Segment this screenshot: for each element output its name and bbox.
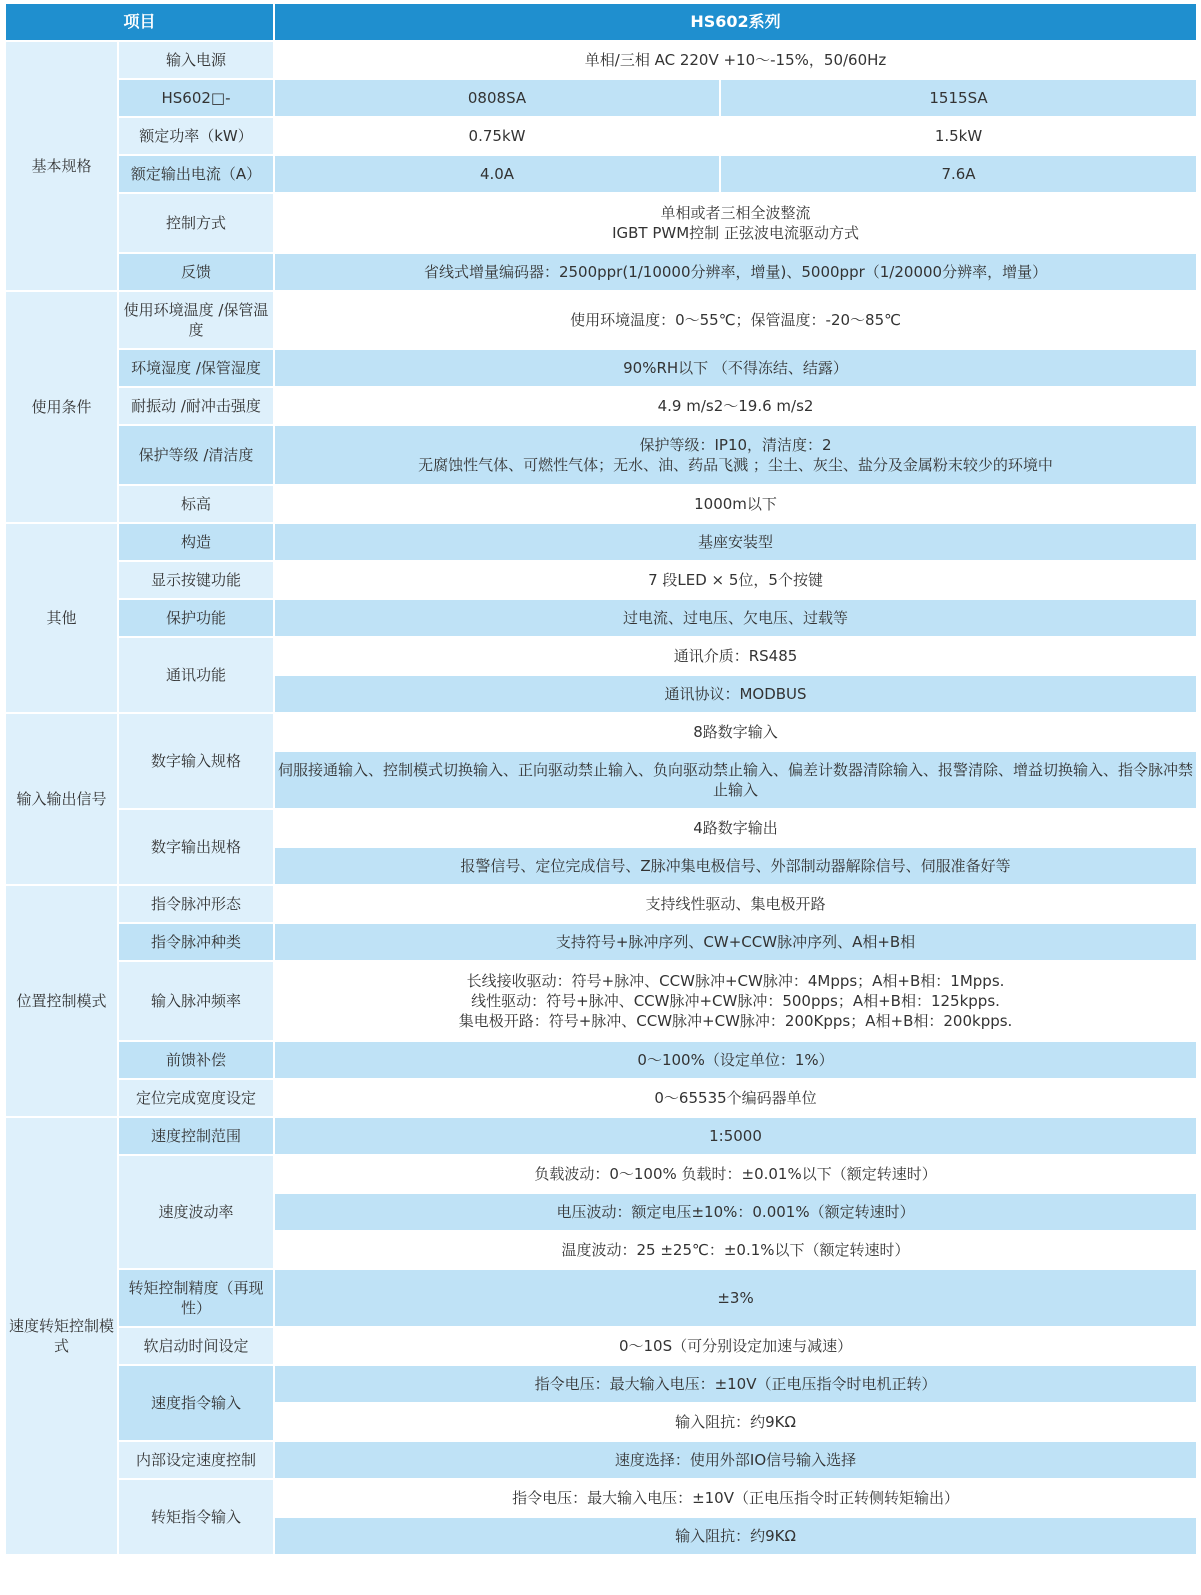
row-label: 通讯功能 xyxy=(118,637,274,713)
table-row xyxy=(5,1117,1197,1155)
row-value xyxy=(274,425,1197,485)
pulse-freq-line-2: 线性驱动：符号+脉冲、CCW脉冲+CW脉冲：500pps；A相+B相：125kpps. xyxy=(471,992,1000,1010)
table-row xyxy=(5,637,1197,675)
row-value: 1000m以下 xyxy=(274,485,1197,523)
group-position: 位置控制模式 xyxy=(5,885,118,1117)
row-value: 8路数字输入 xyxy=(274,713,1197,751)
row-value: 使用环境温度：0～55℃；保管温度：-20～85℃ xyxy=(274,291,1197,349)
spec-table xyxy=(4,2,1198,1556)
table-row xyxy=(5,1479,1197,1517)
row-label: 耐振动 /耐冲击强度 xyxy=(118,387,274,425)
row-label: 前馈补偿 xyxy=(118,1041,274,1079)
table-row xyxy=(5,923,1197,961)
row-label: 指令脉冲形态 xyxy=(118,885,274,923)
row-value: 基座安装型 xyxy=(274,523,1197,561)
row-value: 电压波动：额定电压±10%：0.001%（额定转速时） xyxy=(274,1193,1197,1231)
table-row xyxy=(5,253,1197,291)
row-label: 控制方式 xyxy=(118,193,274,253)
protection-line-1: 保护等级：IP10，清洁度：2 xyxy=(639,436,832,454)
row-label: 输入脉冲频率 xyxy=(118,961,274,1041)
row-value: 通讯协议：MODBUS xyxy=(274,675,1197,713)
row-value: 指令电压：最大输入电压：±10V（正电压指令时正转侧转矩输出） xyxy=(274,1479,1197,1517)
row-label: 环境湿度 /保管湿度 xyxy=(118,349,274,387)
row-value: 输入阻抗：约9KΩ xyxy=(274,1403,1197,1441)
table-row xyxy=(5,41,1197,79)
row-value: 过电流、过电压、欠电压、过载等 xyxy=(274,599,1197,637)
row-label: 软启动时间设定 xyxy=(118,1327,274,1365)
row-value: 温度波动：25 ±25℃：±0.1%以下（额定转速时） xyxy=(274,1231,1197,1269)
group-conditions: 使用条件 xyxy=(5,291,118,523)
row-label: 数字输出规格 xyxy=(118,809,274,885)
pulse-freq-line-3: 集电极开路：符号+脉冲、CCW脉冲+CW脉冲：200Kpps；A相+B相：200kpps. xyxy=(458,1012,1013,1030)
table-row xyxy=(5,349,1197,387)
row-label: 保护等级 /清洁度 xyxy=(118,425,274,485)
row-label: 输入电源 xyxy=(118,41,274,79)
row-label: HS602□- xyxy=(118,79,274,117)
row-value xyxy=(274,193,1197,253)
protection-line-2: 无腐蚀性气体、可燃性气体；无水、油、药品飞溅 ；尘土、灰尘、盐分及金属粉末较少的环境中 xyxy=(418,456,1053,474)
row-label: 额定功率（kW） xyxy=(118,117,274,155)
row-label: 转矩指令输入 xyxy=(118,1479,274,1555)
row-value: 1.5kW xyxy=(720,117,1197,155)
row-label: 速度波动率 xyxy=(118,1155,274,1269)
row-value: 4.9 m/s2～19.6 m/s2 xyxy=(274,387,1197,425)
row-label: 数字输入规格 xyxy=(118,713,274,809)
row-value xyxy=(274,961,1197,1041)
table-row xyxy=(5,599,1197,637)
row-value: 0808SA xyxy=(274,79,720,117)
row-label: 速度控制范围 xyxy=(118,1117,274,1155)
group-speed: 速度转矩控制模式 xyxy=(5,1117,118,1555)
row-label: 指令脉冲种类 xyxy=(118,923,274,961)
control-line-2: IGBT PWM控制 正弦波电流驱动方式 xyxy=(612,224,859,242)
row-label: 保护功能 xyxy=(118,599,274,637)
table-row xyxy=(5,809,1197,847)
row-value: 支持线性驱动、集电极开路 xyxy=(274,885,1197,923)
table-row xyxy=(5,1041,1197,1079)
pulse-freq-line-1: 长线接收驱动：符号+脉冲、CCW脉冲+CW脉冲：4Mpps；A相+B相：1Mpps. xyxy=(466,972,1005,990)
table-row xyxy=(5,1269,1197,1327)
table-row xyxy=(5,561,1197,599)
row-label: 定位完成宽度设定 xyxy=(118,1079,274,1117)
row-value: 90%RH以下 （不得冻结、结露） xyxy=(274,349,1197,387)
row-value: 通讯介质：RS485 xyxy=(274,637,1197,675)
table-row xyxy=(5,79,1197,117)
row-value: 7.6A xyxy=(720,155,1197,193)
row-label: 内部设定速度控制 xyxy=(118,1441,274,1479)
row-label: 显示按键功能 xyxy=(118,561,274,599)
row-label: 使用环境温度 /保管温度 xyxy=(118,291,274,349)
row-label: 构造 xyxy=(118,523,274,561)
row-value: 1:5000 xyxy=(274,1117,1197,1155)
table-row xyxy=(5,155,1197,193)
row-value: 0～10S（可分别设定加速与减速） xyxy=(274,1327,1197,1365)
table-row xyxy=(5,1365,1197,1403)
table-row xyxy=(5,1079,1197,1117)
row-value: 单相/三相 AC 220V +10～-15%，50/60Hz xyxy=(274,41,1197,79)
row-label: 反馈 xyxy=(118,253,274,291)
row-value: 输入阻抗：约9KΩ xyxy=(274,1517,1197,1555)
row-value: 伺服接通输入、控制模式切换输入、正向驱动禁止输入、负向驱动禁止输入、偏差计数器清除输入、报警清除、增益切换输入、指令脉冲禁止输入 xyxy=(274,751,1197,809)
row-value: 4路数字输出 xyxy=(274,809,1197,847)
row-value: 7 段LED × 5位，5个按键 xyxy=(274,561,1197,599)
row-value: 报警信号、定位完成信号、Z脉冲集电极信号、外部制动器解除信号、伺服准备好等 xyxy=(274,847,1197,885)
table-row xyxy=(5,117,1197,155)
table-row xyxy=(5,523,1197,561)
table-row xyxy=(5,713,1197,751)
table-row xyxy=(5,1155,1197,1193)
row-value: 4.0A xyxy=(274,155,720,193)
group-basic: 基本规格 xyxy=(5,41,118,291)
group-io: 输入输出信号 xyxy=(5,713,118,885)
control-line-1: 单相或者三相全波整流 xyxy=(660,204,811,222)
row-value: 0～65535个编码器单位 xyxy=(274,1079,1197,1117)
row-value: 支持符号+脉冲序列、CW+CCW脉冲序列、A相+B相 xyxy=(274,923,1197,961)
row-value: 0～100%（设定单位：1%） xyxy=(274,1041,1197,1079)
row-value: ±3% xyxy=(274,1269,1197,1327)
table-row xyxy=(5,1441,1197,1479)
table-row xyxy=(5,961,1197,1041)
row-value: 速度选择：使用外部IO信号输入选择 xyxy=(274,1441,1197,1479)
table-row xyxy=(5,485,1197,523)
header-row xyxy=(5,3,1197,41)
table-row xyxy=(5,425,1197,485)
row-value: 0.75kW xyxy=(274,117,720,155)
row-label: 标高 xyxy=(118,485,274,523)
table-row xyxy=(5,291,1197,349)
row-value: 负载波动：0～100% 负载时：±0.01%以下（额定转速时） xyxy=(274,1155,1197,1193)
row-value: 1515SA xyxy=(720,79,1197,117)
group-other: 其他 xyxy=(5,523,118,713)
table-row xyxy=(5,193,1197,253)
row-label: 转矩控制精度（再现性） xyxy=(118,1269,274,1327)
row-label: 速度指令输入 xyxy=(118,1365,274,1441)
table-row xyxy=(5,1327,1197,1365)
row-value: 指令电压：最大输入电压：±10V（正电压指令时电机正转） xyxy=(274,1365,1197,1403)
table-row xyxy=(5,387,1197,425)
row-label: 额定输出电流（A） xyxy=(118,155,274,193)
row-value: 省线式增量编码器：2500ppr(1/10000分辨率，增量)、5000ppr（1/20000分辨率，增量） xyxy=(274,253,1197,291)
table-row xyxy=(5,885,1197,923)
header-series: HS602系列 xyxy=(274,3,1197,41)
header-item: 项目 xyxy=(5,3,274,41)
